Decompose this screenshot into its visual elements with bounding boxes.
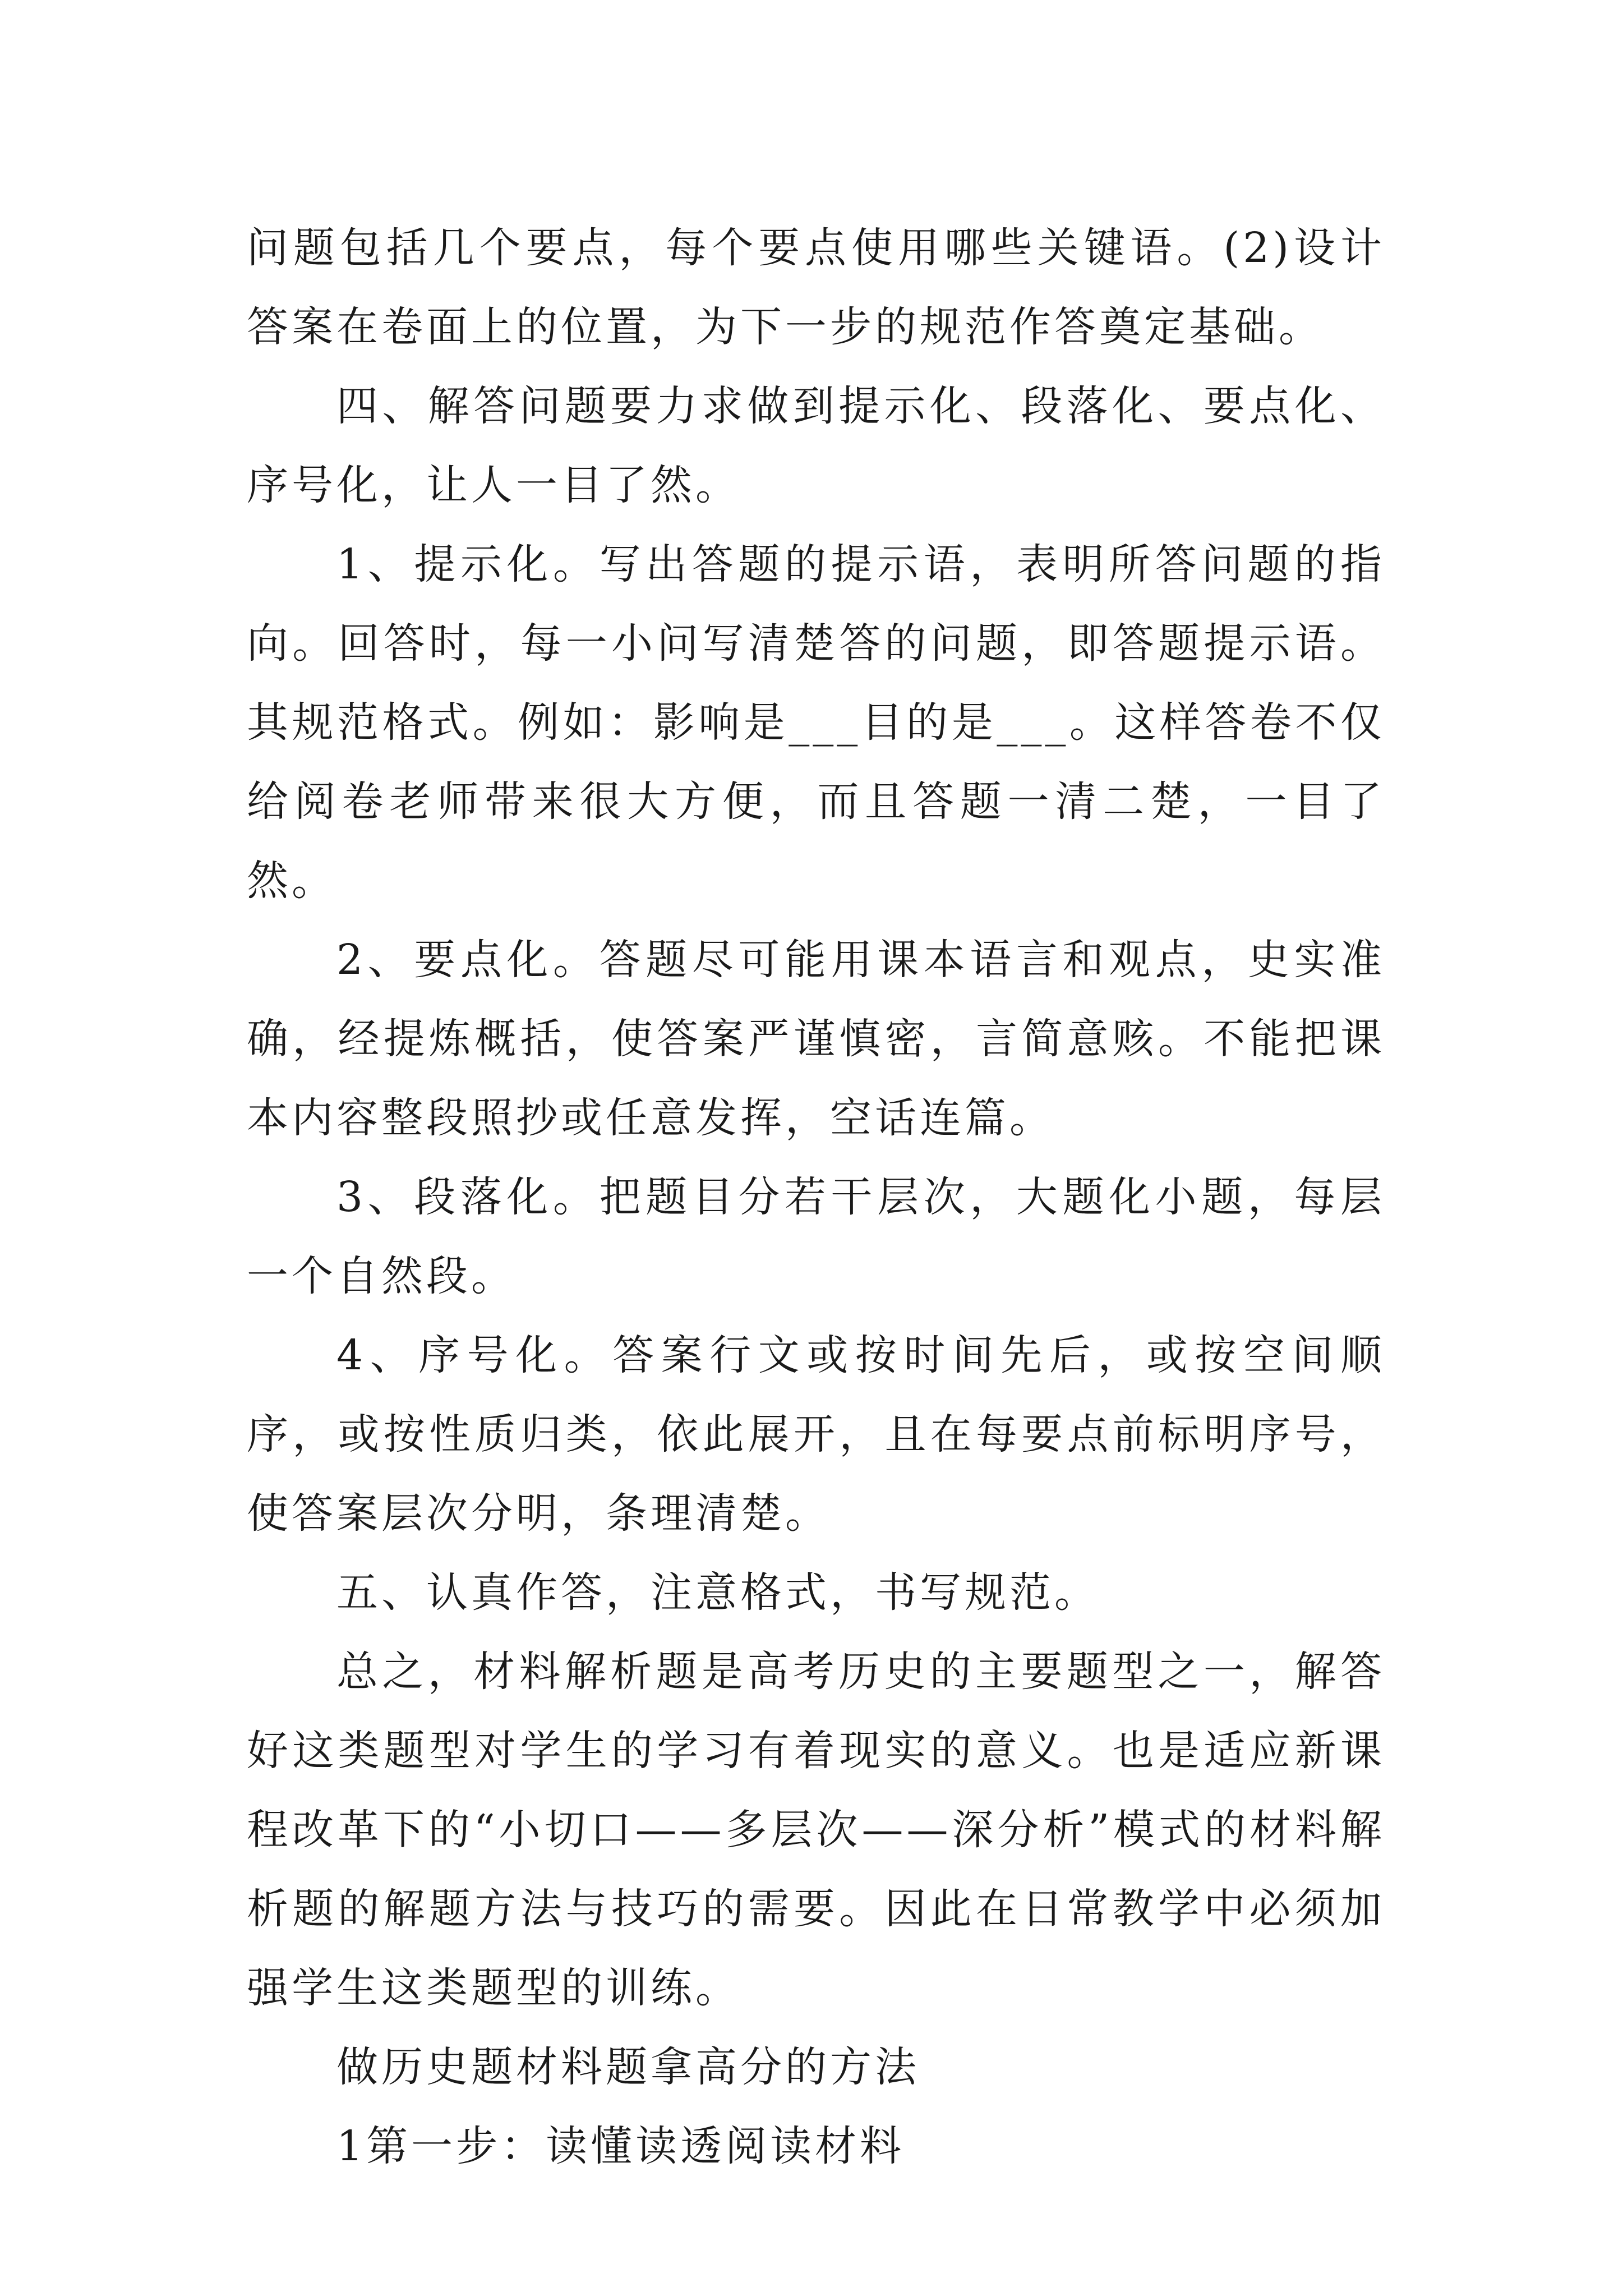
paragraph-section-five: 五、认真作答，注意格式，书写规范。: [336, 1568, 1099, 1617]
paragraph-item-3: 3、段落化。把题目分若干层次，大题化小题，每层一个自然段。: [247, 1173, 1385, 1300]
paragraph-item-4: 4、序号化。答案行文或按时间先后，或按空间顺序，或按性质归类，依此展开，且在每要点前标明序号，使答案层次分明，条理清楚。: [247, 1331, 1385, 1538]
paragraph-item-1: 1、提示化。写出答题的提示语，表明所答问题的指向。回答时，每一小问写清楚答的问题，即答题提示语。其规范格式。例如：影响是___目的是___。这样答卷不仅给阅卷老师带来很大方便，而且答题一清二楚，一目了然。: [247, 540, 1385, 905]
section-heading: 做历史题材料题拿高分的方法: [336, 2043, 920, 2091]
paragraph-summary: 总之，材料解析题是高考历史的主要题型之一，解答好这类题型对学生的学习有着现实的意义。也是适应新课程改革下的“小切口——多层次——深分析”模式的材料解析题的解题方法与技巧的需要。因此在日常教学中必须加强学生这类题型的训练。: [247, 1648, 1385, 2012]
paragraph-continuation: 问题包括几个要点，每个要点使用哪些关键语。(2)设计答案在卷面上的位置，为下一步的规范作答奠定基础。: [247, 224, 1385, 351]
paragraph-item-2: 2、要点化。答题尽可能用课本语言和观点，史实准确，经提炼概括，使答案严谨慎密，言简意赅。不能把课本内容整段照抄或任意发挥，空话连篇。: [247, 936, 1385, 1142]
paragraph-section-four: 四、解答问题要力求做到提示化、段落化、要点化、序号化，让人一目了然。: [247, 382, 1385, 509]
document-body: [247, 209, 1385, 2186]
step-one-heading: 1第一步：读懂读透阅读材料: [336, 2122, 905, 2170]
